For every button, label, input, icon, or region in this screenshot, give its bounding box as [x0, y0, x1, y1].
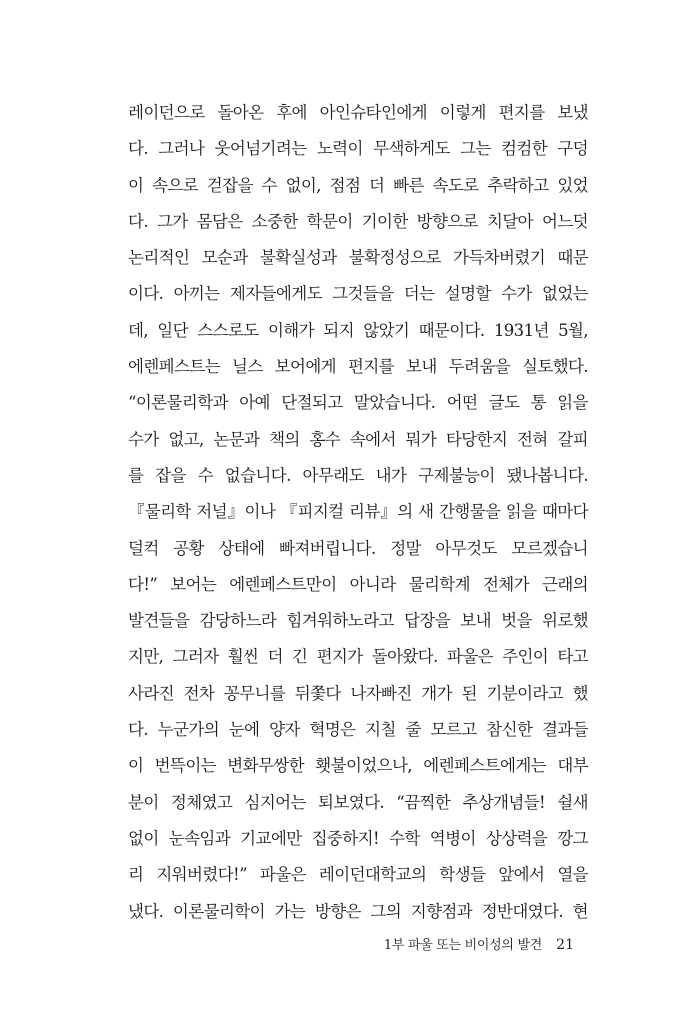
text-line: 다. 그러나 웃어넘기려는 노력이 무색하게도 그는 컴컴한 구덩 [128, 139, 588, 159]
page-number: 21 [556, 937, 574, 953]
text-line: 를 잡을 수 없습니다. 아무래도 내가 구제불능이 됐나봅니다. [128, 465, 588, 485]
running-footer-section: 1부 파울 또는 비이성의 발견 [383, 938, 543, 953]
text-line: 덜컥 공황 상태에 빠져버립니다. 정말 아무것도 모르겠습니 [128, 538, 588, 558]
text-line: 다!” 보어는 에렌페스트만이 아니라 물리학계 전체가 근래의 [128, 574, 588, 594]
text-line: 없이 눈속임과 기교에만 집중하지! 수학 역병이 상상력을 깡그 [128, 828, 588, 848]
text-line: 데, 일단 스스로도 이해가 되지 않았기 때문이다. 1931년 5월, [128, 320, 588, 340]
page-footer [384, 934, 574, 953]
text-line: 이 속으로 걷잡을 수 없이, 점점 더 빠른 속도로 추락하고 있었 [128, 175, 588, 195]
text-line: 수가 없고, 논문과 책의 홍수 속에서 뭐가 타당한지 전혀 갈피 [128, 429, 588, 449]
text-line: 이 번뜩이는 변화무쌍한 횃불이었으나, 에렌페스트에게는 대부 [128, 756, 588, 776]
text-line: 이다. 아끼는 제자들에게도 그것들을 더는 설명할 수가 없었는 [128, 284, 588, 304]
text-line: 냈다. 이론물리학이 가는 방향은 그의 지향점과 정반대였다. 현 [128, 901, 588, 921]
text-line: 다. 누군가의 눈에 양자 혁명은 지칠 줄 모르고 참신한 결과들 [128, 720, 588, 740]
text-line: 리 지워버렸다!” 파울은 레이던대학교의 학생들 앞에서 열을 [128, 865, 588, 885]
text-line: 다. 그가 몸담은 소중한 학문이 기이한 방향으로 치달아 어느덧 [128, 211, 588, 231]
text-line: 논리적인 모순과 불확실성과 불확정성으로 가득차버렸기 때문 [128, 248, 588, 268]
text-line: 레이던으로 돌아온 후에 아인슈타인에게 이렇게 편지를 보냈 [128, 103, 588, 122]
text-line: 에렌페스트는 닐스 보어에게 편지를 보내 두려움을 실토했다. [128, 357, 588, 377]
text-line: 발견들을 감당하느라 힘겨워하노라고 답장을 보내 벗을 위로했 [128, 611, 588, 631]
text-line: 지만, 그러자 훨씬 더 긴 편지가 돌아왔다. 파울은 주인이 타고 [128, 647, 588, 667]
text-line: 『물리학 저널』이나 『피지컬 리뷰』의 새 간행물을 읽을 때마다 [128, 502, 588, 522]
text-line: 사라진 전차 꽁무니를 뒤쫓다 나자빠진 개가 된 기분이라고 했 [128, 683, 588, 703]
text-line: “이론물리학과 아예 단절되고 말았습니다. 어떤 글도 통 읽을 [128, 393, 588, 413]
text-line: 분이 정체였고 심지어는 퇴보였다. “끔찍한 추상개념들! 쉴새 [128, 792, 588, 812]
body-text [128, 95, 588, 930]
